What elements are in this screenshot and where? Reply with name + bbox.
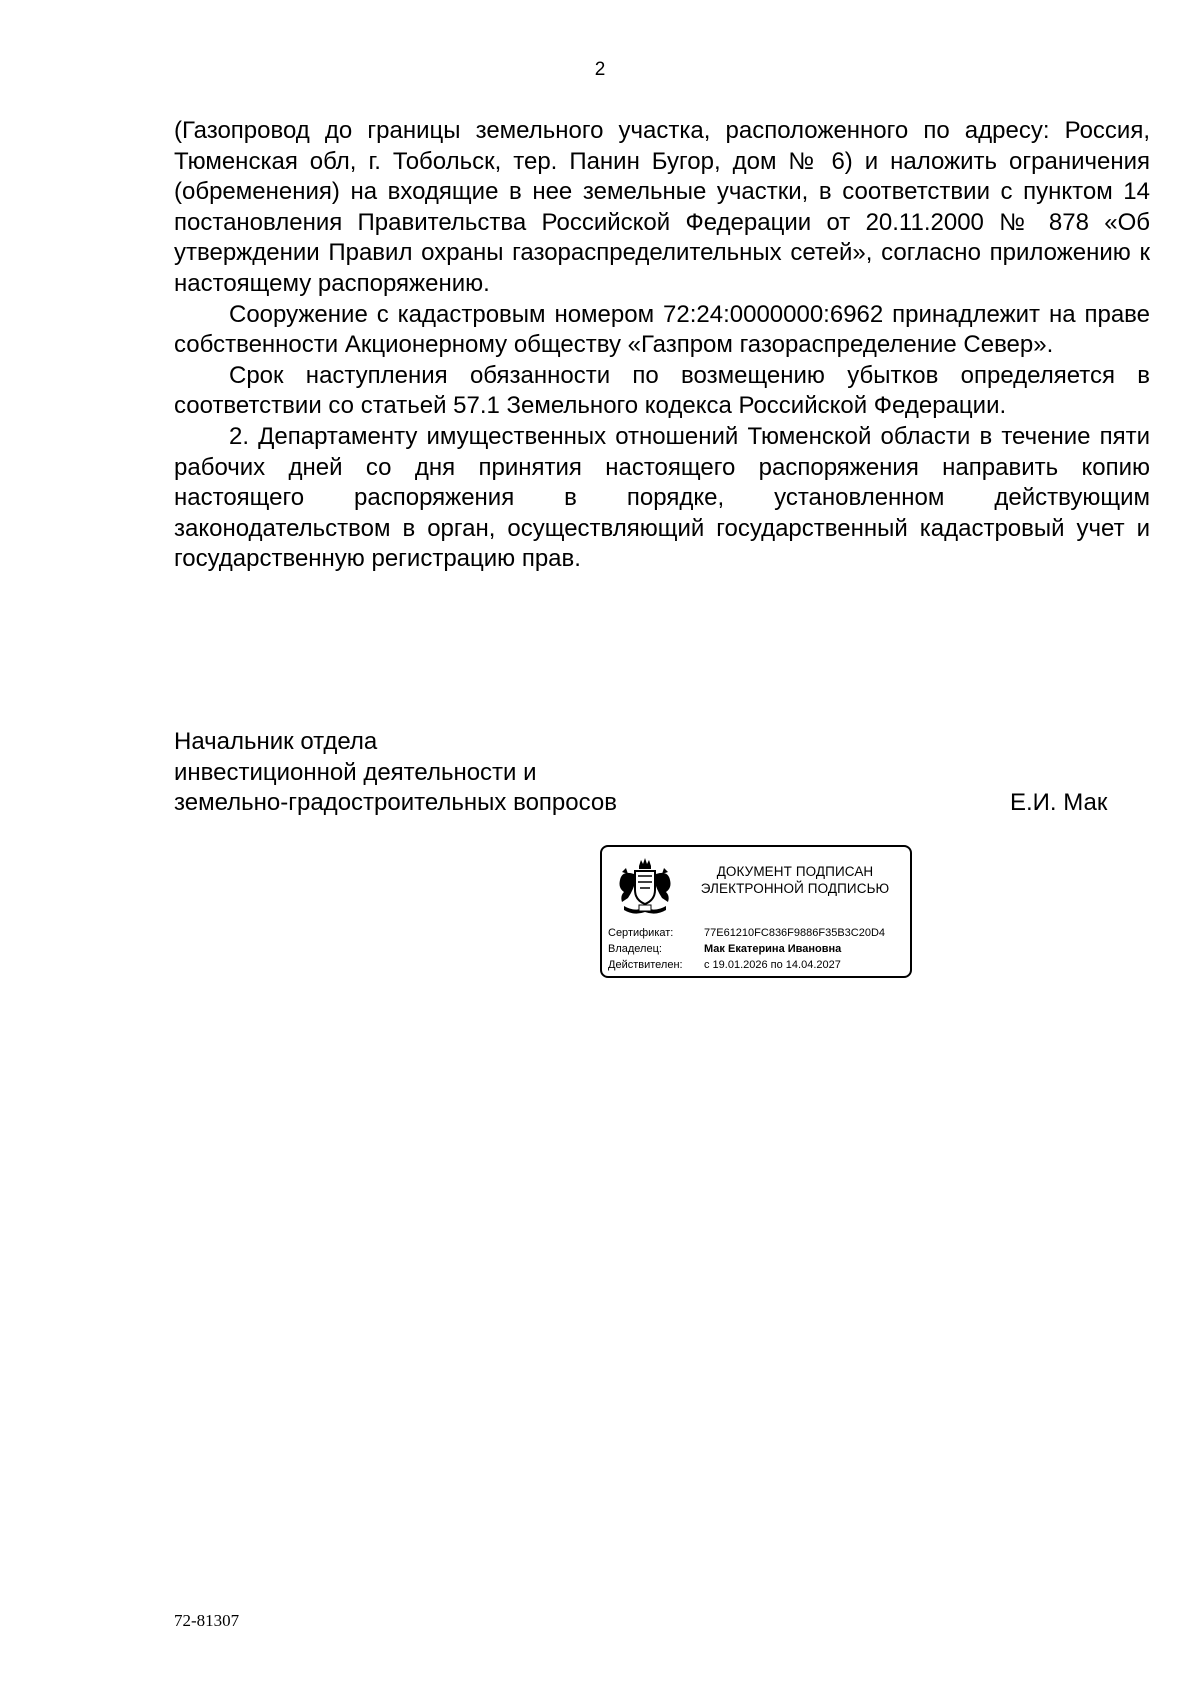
document-code: 72-81307: [174, 1611, 240, 1630]
esign-certificate-label: Сертификат:: [608, 927, 674, 939]
paragraph-easement-description: (Газопровод до границы земельного участка, расположенного по адресу: Россия, Тюменская обл, г. Тобольск, тер. Панин Бугор, дом № 6) и наложить ограничения (обременения) на входящие в нее земельные участки, в соответствии с пунктом 14 постановления Правительства Российской Федерации от 20.11.2000 № 878 «Об утверждении Правил охраны газораспределительных сетей», согласно приложению к настоящему распоряжению.: [174, 117, 1150, 297]
paragraph-compensation-term: Срок наступления обязанности по возмещению убытков определяется в соответствии со статьей 57.1 Земельного кодекса Российской Федерации.: [174, 361, 1150, 420]
paragraph-directive-2: 2. Департаменту имущественных отношений Тюменской области в течение пяти рабочих дней со дня принятия настоящего распоряжения направить копию настоящего распоряжения в порядке, установленном действующим законодательством в орган, осуществляющий государственный кадастровый учет и государственную регистрацию прав.: [174, 422, 1150, 573]
esign-title-line: ЭЛЕКТРОННОЙ ПОДПИСЬЮ: [700, 881, 890, 896]
esign-certificate-value: 77E61210FC836F9886F35B3C20D4: [704, 927, 886, 939]
page-number: 2: [594, 59, 606, 80]
esign-validity-row: [608, 958, 841, 972]
paragraph-ownership: Сооружение с кадастровым номером 72:24:0000000:6962 принадлежит на праве собственности Акционерному обществу «Газпром газораспределение Север».: [174, 300, 1150, 359]
tyumen-region-coat-of-arms-icon: [610, 856, 680, 918]
document-body: [174, 116, 1150, 575]
esign-title: [684, 863, 906, 897]
signatory-position-line: земельно-градостроительных вопросов: [174, 789, 617, 817]
signatory-position-line: инвестиционной деятельности и: [174, 758, 537, 786]
signatory-name: Е.И. Мак: [1010, 789, 1108, 816]
esign-validity-value: с 19.01.2026 по 14.04.2027: [704, 959, 841, 971]
electronic-signature-stamp: [600, 845, 912, 978]
esign-title-line: ДОКУМЕНТ ПОДПИСАН: [716, 864, 874, 879]
esign-owner-row: [608, 942, 841, 956]
esign-owner-label: Владелец:: [608, 943, 662, 955]
esign-certificate-row: [608, 926, 885, 940]
esign-owner-value: Мак Екатерина Ивановна: [704, 943, 842, 955]
esign-validity-label: Действителен:: [608, 959, 683, 971]
signatory-position-line: Начальник отдела: [174, 728, 378, 755]
signatory-position: [174, 727, 1150, 819]
